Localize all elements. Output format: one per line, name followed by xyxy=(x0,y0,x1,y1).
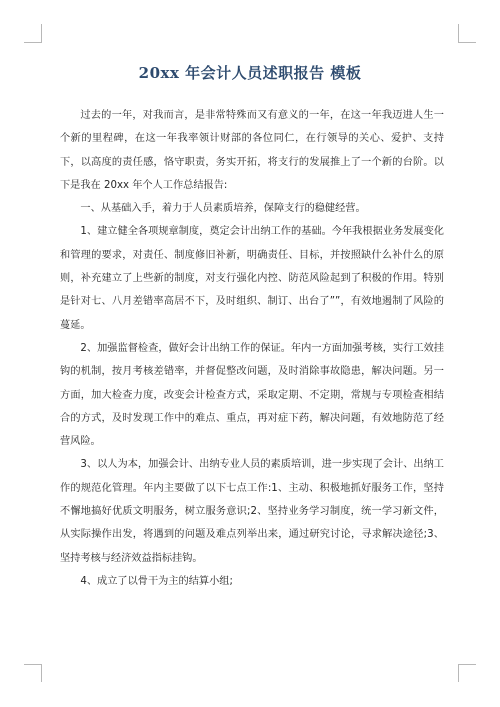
crop-mark xyxy=(41,24,42,42)
paragraph-item-1: 1、建立健全各项规章制度，奠定会计出纳工作的基础。今年我根据业务发展变化和管理的要求，对责任、制度修旧补新，明确责任、目标，并按照缺什么补什么的原则，补充建立了上些新的制度，对支行强化内控、防范风险起到了积极的作用。特别是针对七、八月差错率高居不下，及时组织、制订、出台了””，有效地遏制了风险的蔓延。 xyxy=(60,226,444,331)
document-title: 20xx 年会计人员述职报告 模板 xyxy=(138,64,362,82)
crop-mark xyxy=(458,664,459,682)
crop-mark xyxy=(458,664,476,665)
paragraph-section-heading: 一、从基础入手，着力于人员素质培养，保障支行的稳健经营。 xyxy=(80,203,366,215)
paragraph-item-4: 4、成立了以骨干为主的结算小组; xyxy=(80,575,233,587)
crop-mark xyxy=(458,42,476,43)
crop-mark xyxy=(458,24,459,42)
document-body xyxy=(60,104,444,593)
crop-mark xyxy=(41,664,42,682)
paragraph-item-3: 3、以人为本，加强会计、出纳专业人员的素质培训，进一步实现了会计、出纳工作的规范化管理。年内主要做了以下七点工作:1、主动、积极地抓好服务工作，坚持不懈地搞好优质文明服务，树立服务意识;2、坚持业务学习制度，统一学习新文件，从实际操作出发，将遇到的问题及难点列举出来，通过研究讨论，寻求解决途径;3、坚持考核与经济效益指标挂钩。 xyxy=(60,459,444,564)
paragraph-item-2: 2、加强监督检查，做好会计出纳工作的保证。年内一方面加强考核，实行工效挂钩的机制，按月考核差错率，并督促整改问题，及时消除事故隐患，解决问题。另一方面，加大检查力度，改变会计检查方式，采取定期、不定期，常规与专项检查相结合的方式，及时发现工作中的难点、重点，再对症下药，解决问题，有效地防范了经营风险。 xyxy=(60,342,444,448)
crop-mark xyxy=(24,664,42,665)
crop-mark xyxy=(24,42,42,43)
paragraph-intro: 过去的一年，对我而言，是非常特殊而又有意义的一年，在这一年我迈进人生一个新的里程碑，在这一年我率领计财部的各位同仁，在行领导的关心、爱护、支持下，以高度的责任感，恪守职责，务实开拓，将支行的发展推上了一个新的台阶。以下是我在 20xx 年个人工作总结报告: xyxy=(60,110,444,191)
